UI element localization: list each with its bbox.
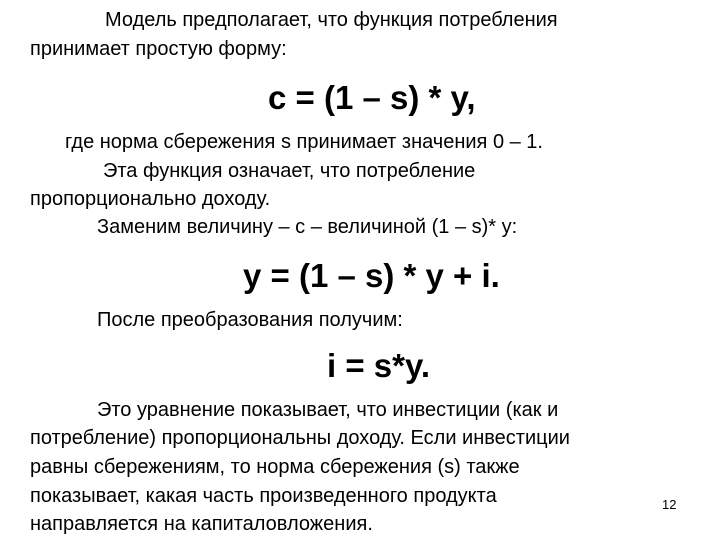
replace-line: Заменим величину – c – величиной (1 – s)* y: bbox=[97, 216, 518, 238]
where-line: где норма сбережения s принимает значения 0 – 1. bbox=[65, 131, 543, 153]
conclusion-line-4: показывает, какая часть произведенного продукта bbox=[30, 485, 497, 507]
page-number: 12 bbox=[662, 497, 677, 512]
meaning-line-1: Эта функция означает, что потребление bbox=[103, 160, 476, 182]
conclusion-line-5: направляется на капиталовложения. bbox=[30, 513, 373, 535]
after-transform-line: После преобразования получим: bbox=[97, 309, 403, 331]
formula-income: y = (1 – s) * y + i. bbox=[243, 257, 500, 294]
formula-consumption: c = (1 – s) * y, bbox=[268, 79, 476, 116]
conclusion-line-1: Это уравнение показывает, что инвестиции (как и bbox=[97, 399, 559, 421]
conclusion-line-2: потребление) пропорциональны доходу. Если инвестиции bbox=[30, 427, 570, 449]
formula-investment: i = s*y. bbox=[327, 347, 431, 384]
intro-line-1: Модель предполагает, что функция потребления bbox=[105, 9, 558, 31]
conclusion-line-3: равны сбережениям, то норма сбережения (s) также bbox=[30, 456, 520, 478]
meaning-line-2: пропорционально доходу. bbox=[30, 188, 271, 210]
intro-line-2: принимает простую форму: bbox=[30, 38, 287, 60]
